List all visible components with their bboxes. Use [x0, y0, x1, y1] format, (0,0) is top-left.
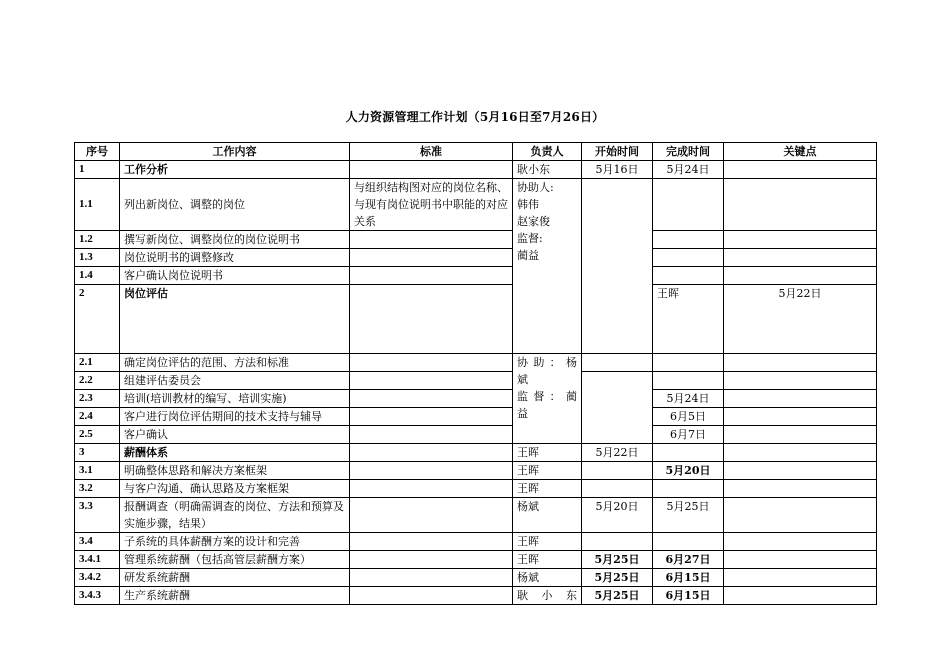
table-row	[75, 533, 877, 551]
cell-key	[724, 408, 877, 426]
cell-owner-assist: 协 助 ： 杨 斌 监 督 ： 蔺 益	[513, 354, 582, 444]
work-plan-table	[74, 142, 877, 605]
cell-key	[724, 161, 877, 179]
cell-start: 5月25日	[582, 587, 653, 605]
cell-standard	[350, 587, 513, 605]
cell-owner: 王晖	[513, 444, 582, 462]
cell-key	[724, 390, 877, 408]
cell-end	[653, 179, 724, 231]
table-row	[75, 480, 877, 498]
cell-end: 6月15日	[653, 587, 724, 605]
cell-content: 岗位说明书的调整修改	[120, 249, 350, 267]
cell-content: 客户进行岗位评估期间的技术支持与辅导	[120, 408, 350, 426]
cell-owner: 杨斌	[513, 569, 582, 587]
cell-start	[582, 533, 653, 551]
header-content: 工作内容	[120, 143, 350, 161]
table-row	[75, 390, 877, 408]
cell-key	[724, 354, 877, 372]
cell-content: 组建评估委员会	[120, 372, 350, 390]
cell-end	[653, 231, 724, 249]
cell-start	[582, 372, 653, 444]
cell-end	[653, 480, 724, 498]
cell-content: 确定岗位评估的范围、方法和标准	[120, 354, 350, 372]
cell-content: 客户确认岗位说明书	[120, 267, 350, 285]
cell-key	[724, 587, 877, 605]
cell-start: 5月16日	[582, 161, 653, 179]
cell-start: 5月22日	[724, 285, 877, 354]
cell-owner: 耿小东	[513, 587, 582, 605]
cell-content: 培训(培训教材的编写、培训实施)	[120, 390, 350, 408]
cell-start	[582, 179, 653, 354]
cell-content: 生产系统薪酬	[120, 587, 350, 605]
cell-start	[582, 480, 653, 498]
cell-section-title: 岗位评估	[120, 285, 350, 354]
cell-standard	[350, 533, 513, 551]
header-key: 关键点	[724, 143, 877, 161]
table-row	[75, 249, 877, 267]
table-row	[75, 285, 877, 354]
document-title: 人力资源管理工作计划（5月16日至7月26日）	[345, 110, 605, 124]
cell-start	[582, 354, 653, 372]
cell-start	[582, 462, 653, 480]
cell-no: 2.3	[75, 390, 120, 408]
header-row	[75, 143, 877, 161]
cell-end	[653, 249, 724, 267]
table-row	[75, 267, 877, 285]
cell-standard	[350, 372, 513, 390]
table-row	[75, 462, 877, 480]
cell-no: 3.2	[75, 480, 120, 498]
table-row	[75, 179, 877, 231]
cell-owner: 王晖	[513, 462, 582, 480]
table-row	[75, 444, 877, 462]
cell-owner-assist: 协助人: 韩伟 赵家俊 监督: 蔺益	[513, 179, 582, 354]
cell-start: 5月20日	[582, 498, 653, 533]
cell-key	[724, 426, 877, 444]
cell-key	[724, 267, 877, 285]
cell-content: 与客户沟通、确认思路及方案框架	[120, 480, 350, 498]
cell-standard	[350, 354, 513, 372]
cell-content: 撰写新岗位、调整岗位的岗位说明书	[120, 231, 350, 249]
cell-section-title: 薪酬体系	[120, 444, 350, 462]
cell-start: 5月22日	[582, 444, 653, 462]
cell-key	[724, 179, 877, 231]
cell-no: 2	[75, 285, 120, 354]
cell-end	[653, 444, 724, 462]
cell-no: 2.4	[75, 408, 120, 426]
cell-no: 1	[75, 161, 120, 179]
cell-standard	[350, 444, 513, 462]
cell-end: 5月25日	[653, 498, 724, 533]
cell-end: 5月20日	[653, 462, 724, 480]
cell-standard	[350, 390, 513, 408]
cell-standard	[350, 408, 513, 426]
cell-no: 3.4	[75, 533, 120, 551]
cell-owner: 王晖	[513, 480, 582, 498]
cell-standard	[350, 569, 513, 587]
cell-standard	[350, 285, 513, 354]
cell-no: 3	[75, 444, 120, 462]
cell-key	[724, 569, 877, 587]
cell-end	[653, 372, 724, 390]
cell-owner: 王晖	[513, 533, 582, 551]
cell-content: 研发系统薪酬	[120, 569, 350, 587]
cell-standard	[350, 249, 513, 267]
cell-end: 6月5日	[653, 408, 724, 426]
table-row	[75, 408, 877, 426]
cell-key	[724, 372, 877, 390]
cell-no: 2.2	[75, 372, 120, 390]
cell-standard	[350, 267, 513, 285]
cell-owner: 耿小东	[513, 161, 582, 179]
header-end: 完成时间	[653, 143, 724, 161]
cell-standard	[350, 498, 513, 533]
cell-owner: 杨斌	[513, 498, 582, 533]
cell-no: 3.1	[75, 462, 120, 480]
cell-content: 明确整体思路和解决方案框架	[120, 462, 350, 480]
header-start: 开始时间	[582, 143, 653, 161]
cell-owner: 王晖	[513, 551, 582, 569]
cell-key	[724, 231, 877, 249]
cell-key	[724, 444, 877, 462]
cell-end: 6月7日	[653, 426, 724, 444]
cell-end	[653, 533, 724, 551]
cell-end: 5月24日	[653, 161, 724, 179]
cell-no: 2.5	[75, 426, 120, 444]
header-no: 序号	[75, 143, 120, 161]
cell-key	[724, 480, 877, 498]
cell-no: 1.2	[75, 231, 120, 249]
cell-no: 3.4.2	[75, 569, 120, 587]
table-row	[75, 587, 877, 605]
cell-end: 5月24日	[653, 390, 724, 408]
cell-section-title: 工作分析	[120, 161, 350, 179]
table-row	[75, 231, 877, 249]
cell-no: 3.4.3	[75, 587, 120, 605]
table-row	[75, 161, 877, 179]
cell-content: 管理系统薪酬（包括高管层薪酬方案）	[120, 551, 350, 569]
cell-start: 5月25日	[582, 551, 653, 569]
cell-standard: 与组织结构图对应的岗位名称、与现有岗位说明书中职能的对应关系	[350, 179, 513, 231]
cell-end: 6月15日	[653, 569, 724, 587]
cell-owner: 王晖	[653, 285, 724, 354]
cell-start: 5月25日	[582, 569, 653, 587]
cell-standard	[350, 426, 513, 444]
cell-end: 6月27日	[653, 551, 724, 569]
cell-standard	[350, 161, 513, 179]
cell-standard	[350, 480, 513, 498]
table-row	[75, 354, 877, 372]
cell-key	[724, 249, 877, 267]
header-standard: 标准	[350, 143, 513, 161]
cell-end	[653, 354, 724, 372]
cell-end	[653, 267, 724, 285]
table-row	[75, 569, 877, 587]
cell-no: 1.3	[75, 249, 120, 267]
cell-content: 客户确认	[120, 426, 350, 444]
table-row	[75, 372, 877, 390]
table-row	[75, 551, 877, 569]
cell-no: 3.3	[75, 498, 120, 533]
cell-no: 3.4.1	[75, 551, 120, 569]
cell-content: 子系统的具体薪酬方案的设计和完善	[120, 533, 350, 551]
cell-no: 1.1	[75, 179, 120, 231]
cell-key	[724, 498, 877, 533]
table-row	[75, 498, 877, 533]
cell-standard	[350, 462, 513, 480]
cell-standard	[350, 551, 513, 569]
cell-key	[724, 551, 877, 569]
cell-no: 1.4	[75, 267, 120, 285]
cell-standard	[350, 231, 513, 249]
cell-content: 列出新岗位、调整的岗位	[120, 179, 350, 231]
cell-key	[724, 462, 877, 480]
cell-content: 报酬调查（明确需调查的岗位、方法和预算及实施步骤，结果）	[120, 498, 350, 533]
table-row	[75, 426, 877, 444]
header-owner: 负责人	[513, 143, 582, 161]
cell-no: 2.1	[75, 354, 120, 372]
cell-key	[724, 533, 877, 551]
